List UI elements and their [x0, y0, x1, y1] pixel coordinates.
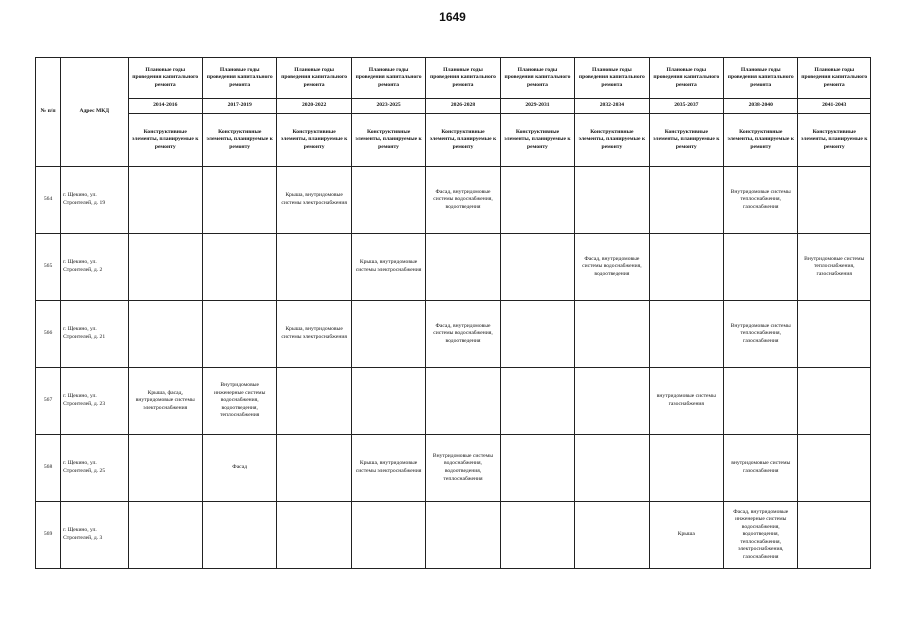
period-element-label: Конструктивные элементы, планируемые к ремонту	[426, 114, 500, 167]
repair-cell	[351, 368, 425, 435]
period-title: Плановые годы проведения капитального ремонта	[277, 58, 351, 99]
repair-cell	[649, 234, 723, 301]
repair-cell	[128, 435, 202, 502]
repair-cell	[798, 301, 871, 368]
repair-cell	[351, 167, 425, 234]
header-row-title	[36, 58, 871, 99]
repair-cell	[798, 435, 871, 502]
period-title: Плановые годы проведения капитального ремонта	[724, 58, 798, 99]
repair-cell	[202, 167, 276, 234]
period-years: 2032-2034	[575, 99, 649, 114]
repair-cell	[128, 234, 202, 301]
repair-cell	[724, 368, 798, 435]
repair-cell: Крыша, внутридомовые системы электроснабжения	[277, 167, 351, 234]
repair-cell	[500, 435, 574, 502]
header-row-years	[36, 99, 871, 114]
repair-cell: Внутридомовые системы теплоснабжения, газоснабжения	[724, 301, 798, 368]
repair-cell	[500, 368, 574, 435]
period-element-label: Конструктивные элементы, планируемые к ремонту	[500, 114, 574, 167]
row-number: 565	[36, 234, 61, 301]
period-element-label: Конструктивные элементы, планируемые к ремонту	[575, 114, 649, 167]
row-address: г. Щекино, ул. Строителей, д. 3	[61, 502, 128, 569]
repair-schedule-table	[35, 57, 871, 569]
table-row	[36, 368, 871, 435]
page-number: 1649	[439, 10, 466, 24]
repair-cell: Фасад	[202, 435, 276, 502]
repair-cell	[128, 167, 202, 234]
period-years: 2014-2016	[128, 99, 202, 114]
repair-cell	[202, 502, 276, 569]
table-row	[36, 234, 871, 301]
repair-cell	[575, 301, 649, 368]
repair-cell: Фасад, внутридомовые системы водоснабжения, водоотведения	[426, 167, 500, 234]
period-title: Плановые годы проведения капитального ремонта	[128, 58, 202, 99]
period-years: 2029-2031	[500, 99, 574, 114]
repair-cell	[798, 502, 871, 569]
repair-cell	[277, 502, 351, 569]
repair-cell: внутридомовые системы газоснабжения	[724, 435, 798, 502]
period-years: 2020-2022	[277, 99, 351, 114]
repair-cell	[500, 502, 574, 569]
period-title: Плановые годы проведения капитального ремонта	[351, 58, 425, 99]
row-address: г. Щекино, ул. Строителей, д. 19	[61, 167, 128, 234]
period-element-label: Конструктивные элементы, планируемые к ремонту	[202, 114, 276, 167]
repair-cell	[500, 234, 574, 301]
repair-cell: Крыша	[649, 502, 723, 569]
repair-cell: Крыша, внутридомовые системы электроснабжения	[277, 301, 351, 368]
repair-cell	[277, 368, 351, 435]
repair-cell: Крыша, внутридомовые системы электроснабжения	[351, 234, 425, 301]
period-title: Плановые годы проведения капитального ремонта	[426, 58, 500, 99]
repair-cell	[426, 234, 500, 301]
repair-cell: Крыша, фасад, внутридомовые системы электроснабжения	[128, 368, 202, 435]
table-row	[36, 435, 871, 502]
period-title: Плановые годы проведения капитального ремонта	[500, 58, 574, 99]
repair-cell: внутридомовые системы газоснабжения	[649, 368, 723, 435]
header-num: № п/п	[36, 58, 61, 167]
repair-cell	[277, 234, 351, 301]
period-years: 2035-2037	[649, 99, 723, 114]
repair-cell: Крыша, внутридомовые системы электроснабжения	[351, 435, 425, 502]
row-address: г. Щекино, ул. Строителей, д. 23	[61, 368, 128, 435]
period-title: Плановые годы проведения капитального ремонта	[798, 58, 871, 99]
repair-cell	[575, 167, 649, 234]
table-row	[36, 502, 871, 569]
repair-cell: Внутридомовые инженерные системы водоснабжения, водоотведения, теплоснабжения	[202, 368, 276, 435]
repair-cell: Фасад, внутридомовые инженерные системы водоснабжения, водоотведения, теплоснабжения, электроснабжения, газоснабжения	[724, 502, 798, 569]
period-element-label: Конструктивные элементы, планируемые к ремонту	[649, 114, 723, 167]
period-years: 2023-2025	[351, 99, 425, 114]
repair-cell: Внутридомовые системы теплоснабжения, газоснабжения	[724, 167, 798, 234]
table-body	[36, 58, 871, 569]
period-title: Плановые годы проведения капитального ремонта	[575, 58, 649, 99]
repair-cell	[500, 301, 574, 368]
period-title: Плановые годы проведения капитального ремонта	[649, 58, 723, 99]
header-row-elements	[36, 114, 871, 167]
repair-cell	[724, 234, 798, 301]
row-address: г. Щекино, ул. Строителей, д. 2	[61, 234, 128, 301]
header-address: Адрес МКД	[61, 58, 128, 167]
period-title: Плановые годы проведения капитального ремонта	[202, 58, 276, 99]
period-element-label: Конструктивные элементы, планируемые к ремонту	[724, 114, 798, 167]
row-number: 566	[36, 301, 61, 368]
repair-cell	[426, 368, 500, 435]
table-row	[36, 301, 871, 368]
repair-cell	[649, 435, 723, 502]
row-address: г. Щекино, ул. Строителей, д. 25	[61, 435, 128, 502]
row-number: 564	[36, 167, 61, 234]
period-years: 2041-2043	[798, 99, 871, 114]
repair-cell	[575, 368, 649, 435]
repair-cell	[500, 167, 574, 234]
row-number: 567	[36, 368, 61, 435]
period-years: 2017-2019	[202, 99, 276, 114]
repair-cell: Внутридомовые системы водоснабжения, водоотведения, теплоснабжения	[426, 435, 500, 502]
repair-cell	[649, 301, 723, 368]
table-row	[36, 167, 871, 234]
repair-cell	[128, 301, 202, 368]
repair-cell	[277, 435, 351, 502]
repair-cell	[798, 368, 871, 435]
repair-cell	[128, 502, 202, 569]
repair-cell	[426, 502, 500, 569]
period-element-label: Конструктивные элементы, планируемые к ремонту	[351, 114, 425, 167]
row-number: 568	[36, 435, 61, 502]
repair-cell: Фасад, внутридомовые системы водоснабжения, водоотведения	[426, 301, 500, 368]
period-element-label: Конструктивные элементы, планируемые к ремонту	[128, 114, 202, 167]
repair-cell	[351, 502, 425, 569]
repair-cell	[575, 435, 649, 502]
repair-cell: Фасад, внутридомовые системы водоснабжения, водоотведения	[575, 234, 649, 301]
row-number: 569	[36, 502, 61, 569]
period-years: 2038-2040	[724, 99, 798, 114]
period-element-label: Конструктивные элементы, планируемые к ремонту	[798, 114, 871, 167]
repair-cell	[202, 301, 276, 368]
period-element-label: Конструктивные элементы, планируемые к ремонту	[277, 114, 351, 167]
repair-cell	[798, 167, 871, 234]
repair-cell	[202, 234, 276, 301]
repair-cell: Внутридомовые системы теплоснабжения, газоснабжения	[798, 234, 871, 301]
period-years: 2026-2028	[426, 99, 500, 114]
repair-cell	[575, 502, 649, 569]
repair-cell	[649, 167, 723, 234]
row-address: г. Щекино, ул. Строителей, д. 21	[61, 301, 128, 368]
repair-cell	[351, 301, 425, 368]
